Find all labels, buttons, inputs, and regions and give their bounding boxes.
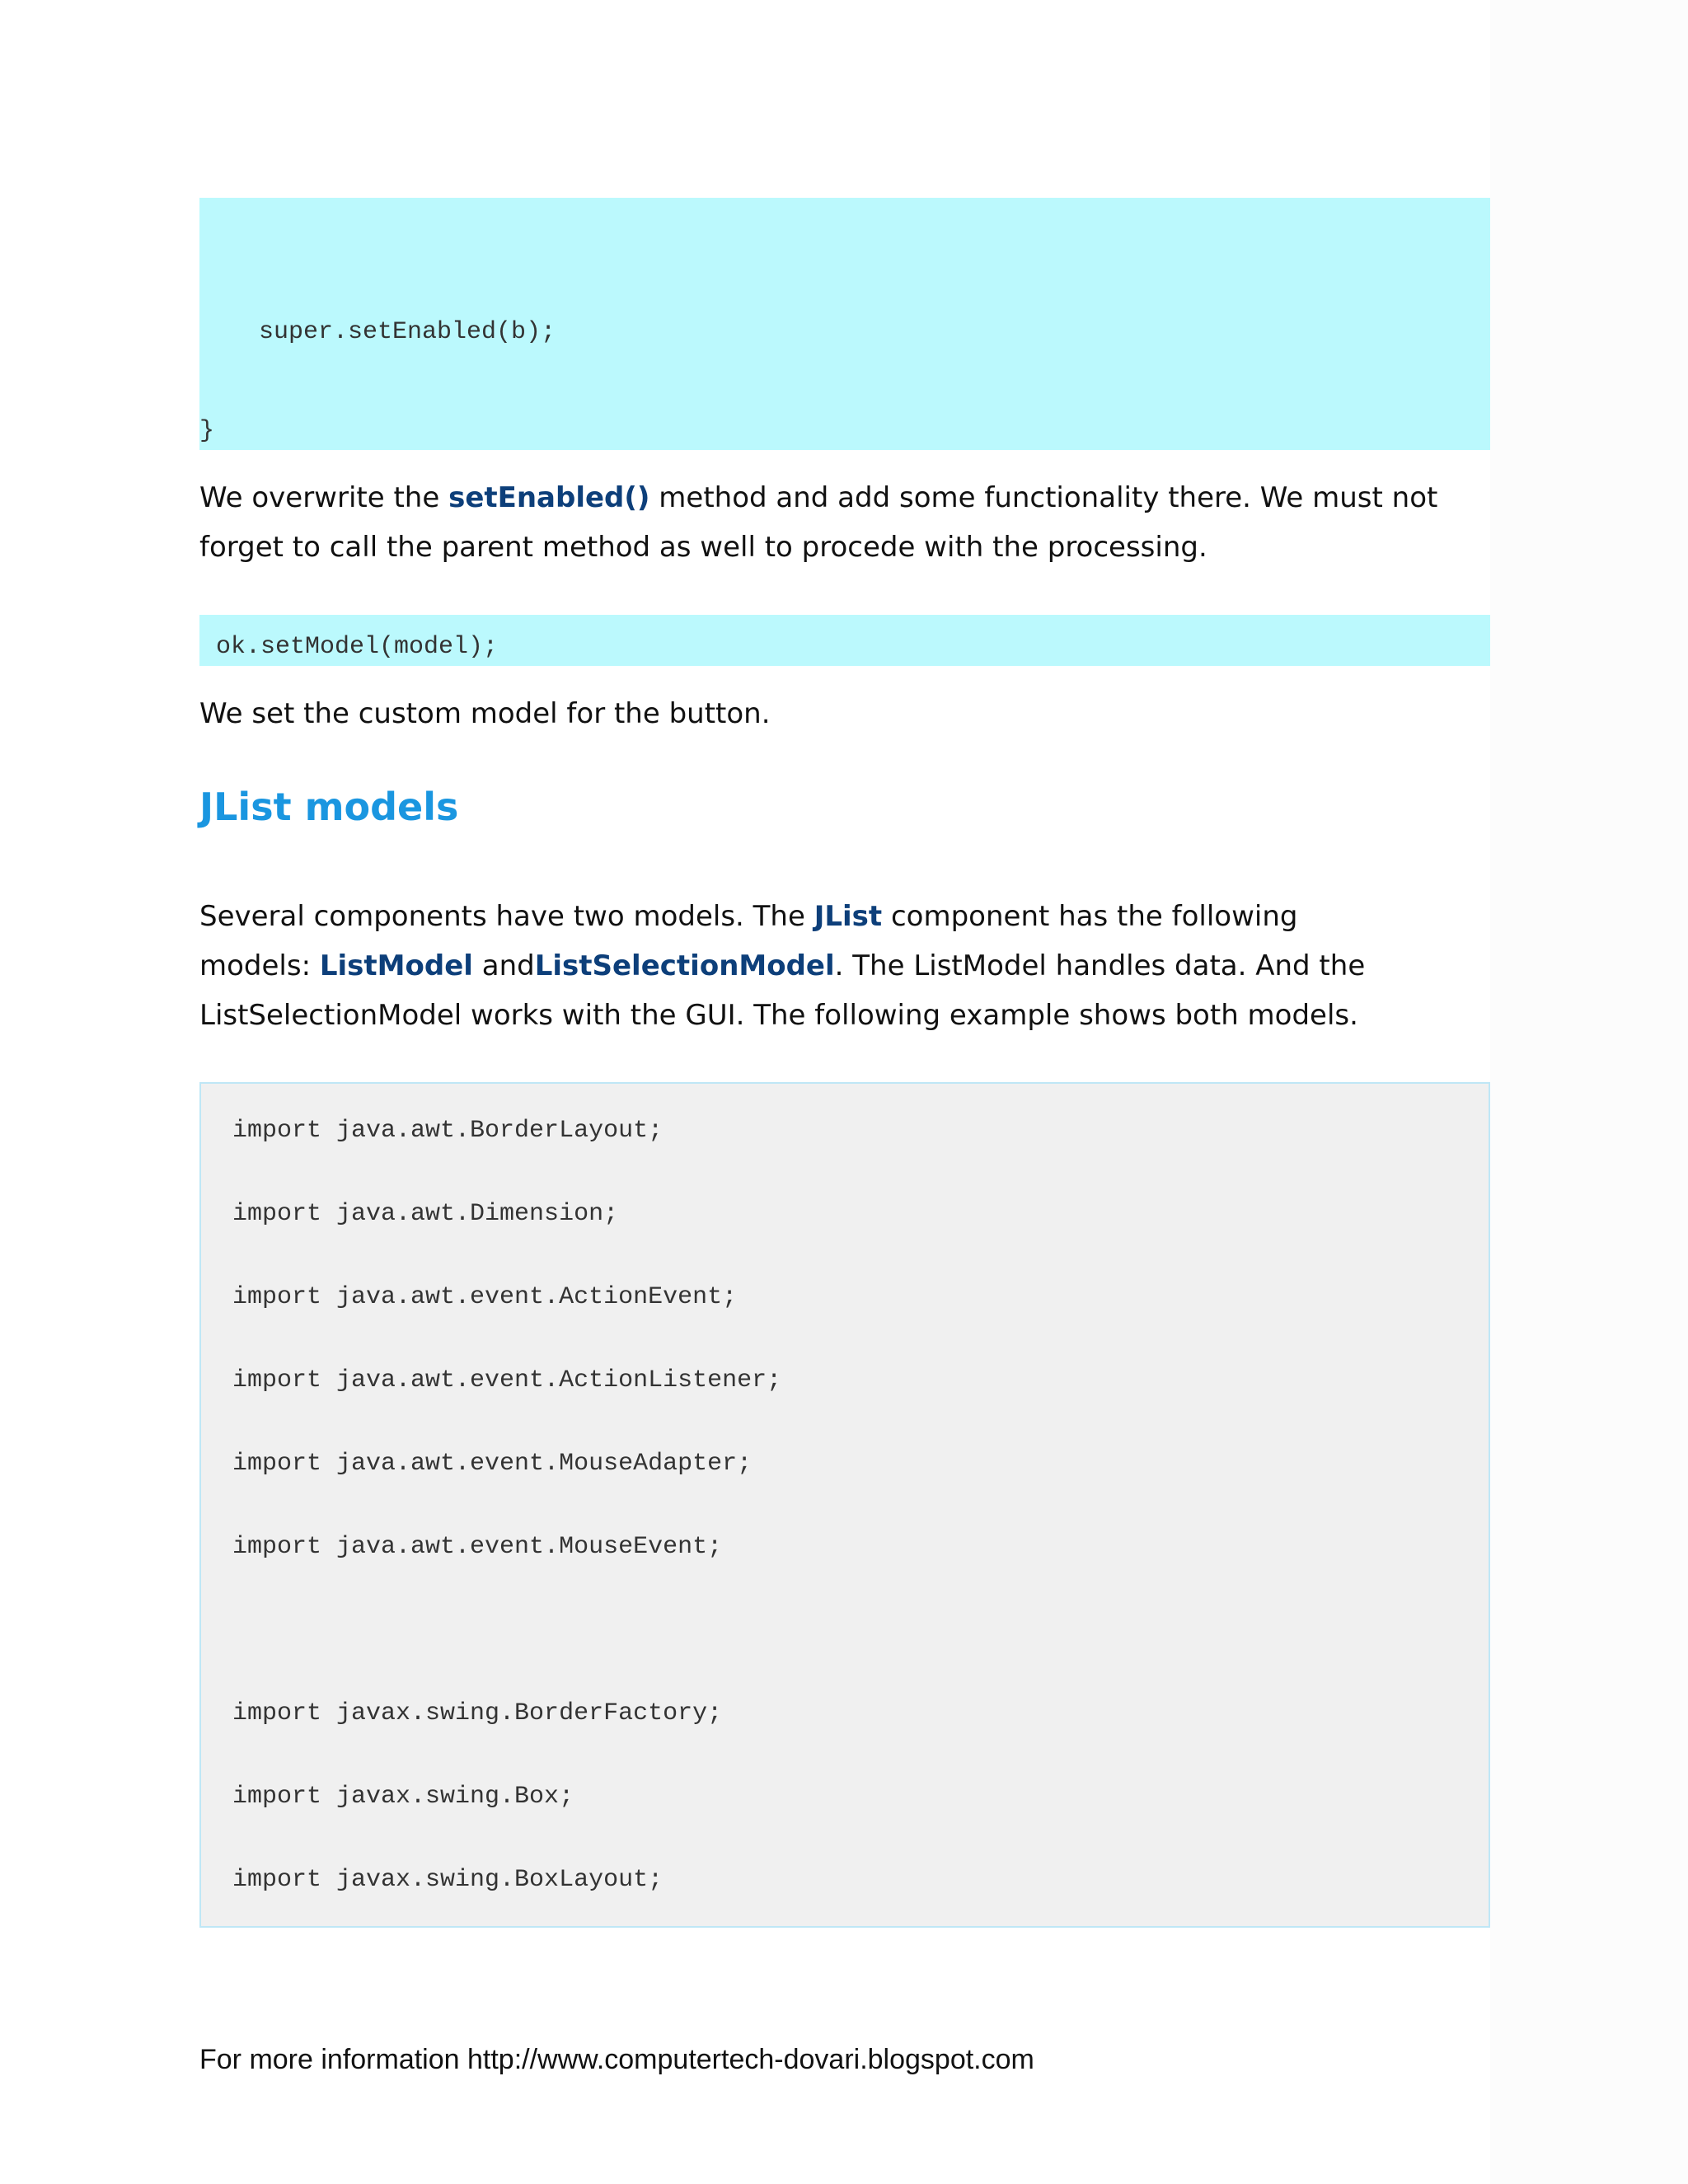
code-line: import java.awt.event.MouseAdapter; [232, 1450, 753, 1478]
code-block-setenabled [199, 198, 1490, 450]
text: method and add some functionality there. We must not [649, 481, 1438, 514]
paragraph-setenabled [199, 473, 1490, 572]
code-line: } [199, 417, 215, 445]
code-line: import javax.swing.Box; [232, 1783, 574, 1811]
code-line: import java.awt.Dimension; [232, 1200, 619, 1228]
keyword-listmodel: ListModel [319, 949, 473, 982]
code-line: import javax.swing.BorderFactory; [232, 1699, 723, 1727]
text: and [472, 949, 535, 982]
section-heading: JList models [199, 785, 459, 829]
code-line: import java.awt.event.MouseEvent; [232, 1533, 723, 1561]
code-block-imports [199, 1082, 1490, 1928]
paragraph-jlist [199, 892, 1490, 1040]
text: models: [199, 949, 320, 982]
text: . The ListModel handles data. And the [834, 949, 1366, 982]
paragraph-line: ListSelectionModel works with the GUI. The following example shows both models. [199, 999, 1358, 1032]
paragraph-custom-model: We set the custom model for the button. [199, 697, 771, 730]
keyword-setenabled: setEnabled() [448, 481, 650, 514]
text: We overwrite the [199, 481, 449, 514]
code-line: super.setEnabled(b); [199, 318, 556, 346]
text: Several components have two models. The [199, 900, 814, 933]
keyword-listselectionmodel: ListSelectionModel [534, 949, 835, 982]
code-line: import java.awt.BorderLayout; [232, 1117, 663, 1145]
text: component has the following [882, 900, 1298, 933]
paragraph-line [199, 892, 1490, 941]
paragraph-line [199, 941, 1490, 991]
paragraph-line [199, 473, 1490, 523]
keyword-jlist: JList [814, 900, 883, 933]
code-line: ok.setModel(model); [216, 633, 499, 661]
code-line: import java.awt.event.ActionEvent; [232, 1283, 738, 1311]
paragraph-line: forget to call the parent method as well to procede with the processing. [199, 531, 1207, 564]
page-margin-shade [1490, 0, 1688, 2184]
footer-note: For more information http://www.computertech-dovari.blogspot.com [199, 2044, 1034, 2075]
code-line: import javax.swing.BoxLayout; [232, 1866, 663, 1894]
code-block-setmodel [199, 615, 1490, 666]
code-line: import java.awt.event.ActionListener; [232, 1366, 782, 1394]
